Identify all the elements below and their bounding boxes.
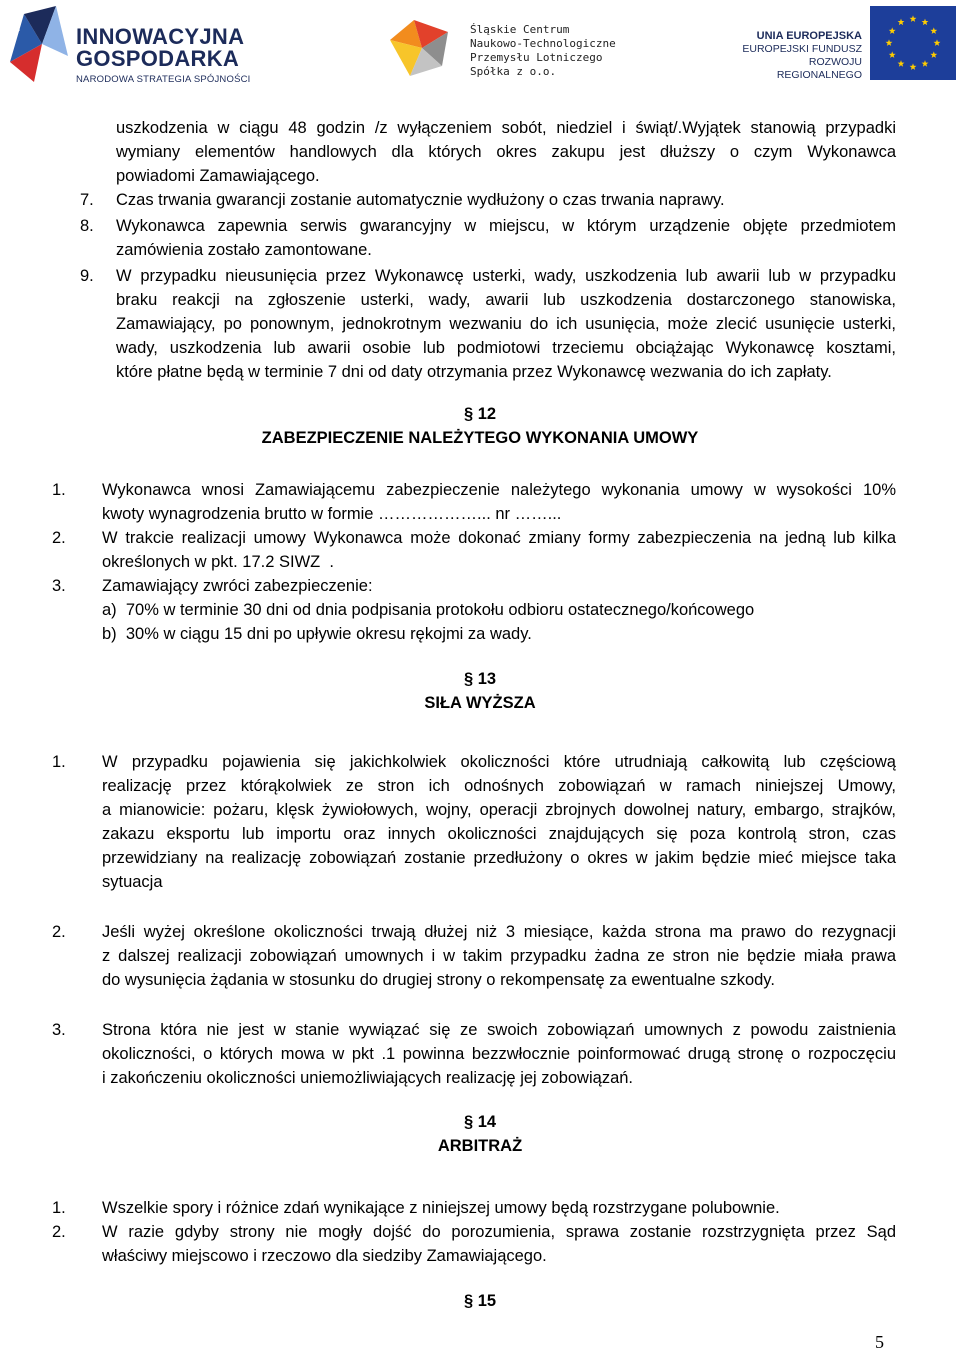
sc-emblem-icon xyxy=(388,18,458,80)
list-item-line: Zamawiający zwróci zabezpieczenie: xyxy=(102,577,373,595)
unia-europejska-logo xyxy=(722,4,958,82)
list-item-line: które płatne będą w terminie 7 dni od daty otrzymania przez Wykonawcę wezwania do ich zapłaty. xyxy=(116,363,832,381)
ig-emblem-icon xyxy=(4,4,72,84)
eu-flag-icon xyxy=(870,6,956,80)
section-14-number: § 14 xyxy=(463,1113,497,1131)
list-item-line: Zamawiający, po ponownym, jednokrotnym wezwaniu do ich usunięcia, może zlecić usunięcie usterki, xyxy=(116,315,896,333)
list-item-line: Czas trwania gwarancji zostanie automatycznie wydłużony o czas trwania naprawy. xyxy=(116,191,725,209)
page-number: 5 xyxy=(875,1332,884,1352)
ue-title: UNIA EUROPEJSKA xyxy=(756,30,862,42)
list-item-line: do wysunięcia żądania w stosunku do drugiej strony o rekompensatę za ewentualne szkody. xyxy=(102,971,775,989)
list-item-number: 2. xyxy=(52,1223,66,1241)
list-item-number: 1. xyxy=(52,1199,66,1217)
continuation-line: powiadomi Zamawiającego. xyxy=(116,167,320,185)
list-item-number: 8. xyxy=(80,217,94,235)
ue-fund-line1: EUROPEJSKI FUNDUSZ xyxy=(742,43,862,55)
list-item-line: Jeśli wyżej określone okoliczności trwają dłużej niż 3 miesiące, każda strona ma prawo do rezygnacji xyxy=(102,923,896,941)
list-item-line: właściwy miejscowo i rzeczowo dla siedziby Zamawiającego. xyxy=(102,1247,547,1265)
ig-subtitle: NARODOWA STRATEGIA SPÓJNOŚCI xyxy=(76,74,251,85)
continuation-paragraph xyxy=(116,116,896,188)
list-item-line: zamówienia zostało zamontowane. xyxy=(116,241,372,259)
list-item-line: określonych w pkt. 17.2 SIWZ . xyxy=(102,553,334,571)
list-item-line: okoliczności, o których mowa w pkt .1 powinna bezzwłocznie poinformować drugą stronę o rozpoczęciu xyxy=(102,1045,896,1063)
list-item-line: W razie gdyby strony nie mogły dojść do porozumienia, sprawa zostanie rozstrzygnięta przez Sąd xyxy=(102,1223,896,1241)
list-item-line: i zakończeniu okoliczności uniemożliwiających realizację jej zobowiązań. xyxy=(102,1069,634,1087)
list-item-number: 7. xyxy=(80,191,94,209)
section-15-number: § 15 xyxy=(463,1292,497,1310)
list-item-line: sytuacja xyxy=(102,873,163,891)
section-14-title: ARBITRAŻ xyxy=(437,1137,523,1155)
list-item-number: 9. xyxy=(80,267,94,285)
ig-title-line1: INNOWACYJNA xyxy=(76,24,245,49)
section-13-title: SIŁA WYŻSZA xyxy=(424,694,536,712)
continuation-line: wymiany elementów handlowych dla których okres zakupu jest dłuższy o czym Wykonawca xyxy=(116,143,896,161)
slaskie-centrum-logo xyxy=(388,18,628,80)
list-item-line: przewidziany na realizację zobowiązań zostanie przedłużony o okres w jakim będzie mieć miejsce taka xyxy=(102,849,896,867)
list-item-line: b) 30% w ciągu 15 dni po upływie okresu rękojmi za wady. xyxy=(102,625,532,643)
list-item-number: 2. xyxy=(52,923,66,941)
list-item-line: Strona która nie jest w stanie wywiązać się ze swoich zobowiązań umownych z powodu zaistnienia xyxy=(102,1021,896,1039)
list-item-line: W trakcie realizacji umowy Wykonawca może dokonać zmiany formy zabezpieczenia na jedną lub kilka xyxy=(102,529,896,547)
section-12-title: ZABEZPIECZENIE NALEŻYTEGO WYKONANIA UMOWY xyxy=(261,429,699,447)
list-item-line: Wykonawca zapewnia serwis gwarancyjny w miejscu, w którym urządzenie objęte przedmiotem xyxy=(116,217,896,235)
section-13-number: § 13 xyxy=(463,670,497,688)
list-item-line: W przypadku nieusunięcia przez Wykonawcę usterki, wady, uszkodzenia lub awarii lub w przypadku xyxy=(116,267,896,285)
list-item-number: 1. xyxy=(52,481,66,499)
list-item-line: a mianowicie: pożaru, klęsk żywiołowych, wojny, operacji zbrojnych dowolnej natury, embargo, strajków, xyxy=(102,801,896,819)
innowacyjna-gospodarka-logo xyxy=(4,4,266,84)
ue-fund-line2: ROZWOJU REGIONALNEGO xyxy=(776,56,862,81)
list-item-line: kwoty wynagrodzenia brutto w formie ………………... nr ……... xyxy=(102,505,562,523)
continuation-line: uszkodzenia w ciągu 48 godzin /z wyłączeniem sobót, niedziel i świąt/.Wyjątek stanowią przypadki xyxy=(116,119,896,137)
list-item-line: a) 70% w terminie 30 dni od dnia podpisania protokołu odbioru ostatecznego/końcowego xyxy=(102,601,755,619)
ig-title-line2: GOSPODARKA xyxy=(76,46,240,71)
list-item-line: wady, uszkodzenia lub awarii osobie lub podmiotowi trzeciemu obciążając Wykonawcę kosztami, xyxy=(116,339,896,357)
list-item-number: 1. xyxy=(52,753,66,771)
list-item-line: realizację przez którąkolwiek ze stron ich odnośnych zobowiązań w ramach niniejszej Umowy, xyxy=(102,777,896,795)
list-item-line: z dalszej realizacji zobowiązań umownych i w takim przypadku żadna ze stron nie będzie miała prawa xyxy=(102,947,896,965)
section-12-number: § 12 xyxy=(463,405,497,423)
list-item-line: zakazu eksportu lub importu oraz innych okoliczności znajdujących się poza kontrolą stron, czas xyxy=(102,825,896,843)
list-item-number: 3. xyxy=(52,577,66,595)
list-item-number: 2. xyxy=(52,529,66,547)
list-item-line: braku reakcji na zgłoszenie usterki, wady, awarii lub uszkodzenia dostarczonego stanowiska, xyxy=(116,291,896,309)
list-item-line: W przypadku pojawienia się jakichkolwiek okoliczności które utrudniają całkowitą lub częściową xyxy=(102,753,896,771)
list-item-line: Wszelkie spory i różnice zdań wynikające z niniejszej umowy będą rozstrzygane polubownie. xyxy=(102,1199,780,1217)
list-item-line: Wykonawca wnosi Zamawiającemu zabezpieczenie należytego wykonania umowy w wysokości 10% xyxy=(102,481,896,499)
list-item-number: 3. xyxy=(52,1021,66,1039)
sc-company-name: Śląskie Centrum Naukowo-Technologiczne Przemysłu Lotniczego Spółka z o.o. xyxy=(470,23,616,78)
